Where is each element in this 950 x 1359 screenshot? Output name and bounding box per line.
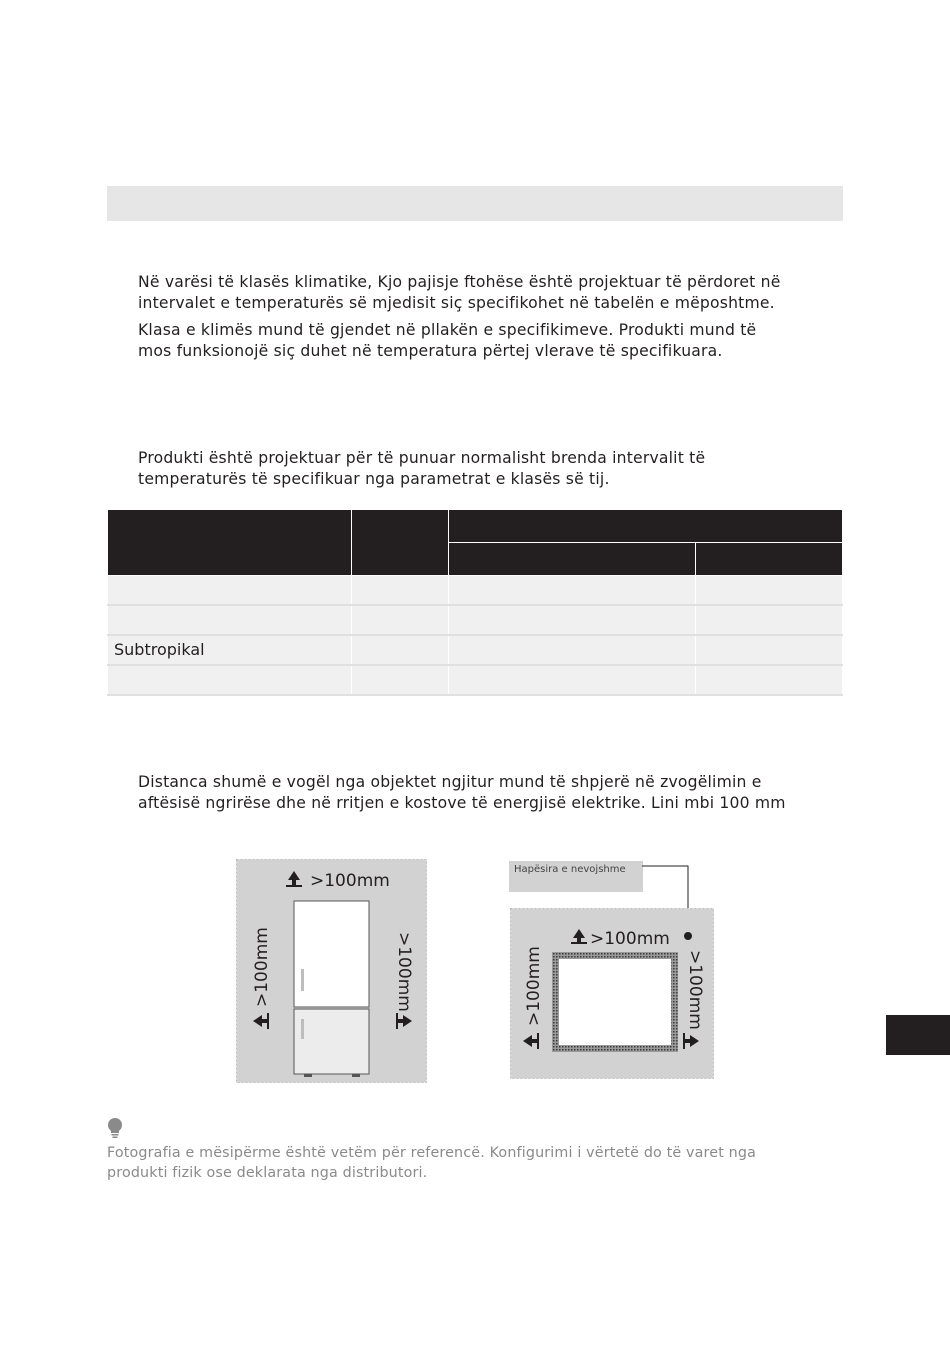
header-range-sub-1: [449, 542, 696, 575]
class-name-cell: Subtropikal: [108, 635, 352, 665]
spacing-line-1: Distanca shumë e vogël nga objektet ngjitur mund të shpjerë në zvogëlimin e: [138, 773, 762, 791]
range-cell: [696, 635, 843, 665]
fridge-lower-door: [294, 1009, 369, 1074]
fridge-foot: [352, 1074, 360, 1077]
intro-line-3: Klasa e klimës mund të gjendet në pllakën e specifikimeve. Produkti mund të: [138, 321, 757, 339]
range-cell: [696, 605, 843, 635]
table-row: [108, 635, 843, 665]
symbol-cell: [352, 665, 449, 695]
header-symbol: [352, 510, 449, 575]
climate-class-paragraph: [138, 448, 850, 490]
door-handle: [301, 1019, 304, 1039]
range-cell: [696, 575, 843, 605]
door-handle: [301, 969, 304, 991]
range-cell: [449, 605, 696, 635]
fridge-footprint: [559, 959, 671, 1045]
range-cell: [696, 665, 843, 695]
spacing-paragraph: [138, 772, 850, 814]
symbol-cell: [352, 605, 449, 635]
chapter-side-tab: [886, 1015, 950, 1055]
intro-paragraph: [138, 272, 850, 314]
intro-line-1: Në varësi të klasës klimatike, Kjo pajisje ftohëse është projektuar të përdoret në: [138, 273, 781, 291]
fridge-foot: [304, 1074, 312, 1077]
header-temperature-range: [449, 510, 843, 542]
climate-plate-paragraph: [138, 320, 850, 362]
class-name-cell: [108, 605, 352, 635]
front-clearance-diagram: [236, 859, 428, 1084]
range-cell: [449, 635, 696, 665]
callout-label: Hapësira e nevojshme: [514, 864, 626, 875]
table-row: [108, 665, 843, 695]
intro-line-2: intervalet e temperaturës së mjedisit siç specifikohet në tabelën e mëposhtme.: [138, 294, 775, 312]
lightbulb-icon: [106, 1117, 124, 1139]
range-cell: [449, 665, 696, 695]
intro-line-4: mos funksionojë siç duhet në temperatura përtej vlerave të specifikuara.: [138, 342, 723, 360]
front-top-label: >100mm: [310, 871, 390, 891]
section-header-bar: [107, 186, 843, 221]
fridge-illustration: [294, 901, 369, 1077]
note-text: [107, 1143, 827, 1183]
callout-dot: [684, 932, 692, 940]
header-range-sub-2: [696, 542, 843, 575]
symbol-cell: [352, 635, 449, 665]
note-line-1: Fotografia e mësipërme është vetëm për referencë. Konfigurimi i vërtetë do të varet nga: [107, 1145, 757, 1161]
table-row: [108, 605, 843, 635]
header-climate-class: [108, 510, 352, 575]
table-row: [108, 575, 843, 605]
top-clearance-diagram: [508, 860, 718, 1082]
top-top-label: >100mm: [590, 929, 670, 949]
top-left-label: >100mm: [524, 946, 544, 1026]
symbol-cell: [352, 575, 449, 605]
top-right-label: >100mm: [685, 950, 705, 1030]
fridge-upper-door: [294, 901, 369, 1007]
front-left-label: >100mm: [252, 927, 272, 1007]
climate-class-table: [107, 510, 843, 696]
front-right-label: >100mm: [394, 932, 414, 1012]
climate-line-2: temperaturës të specifikuar nga parametrat e klasës së tij.: [138, 470, 610, 488]
climate-line-1: Produkti është projektuar për të punuar normalisht brenda intervalit të: [138, 449, 706, 467]
spacing-line-2: aftësisë ngrirëse dhe në rritjen e kostove të energjisë elektrike. Lini mbi 100 mm: [138, 794, 786, 812]
class-name-cell: [108, 665, 352, 695]
note-line-2: produkti fizik ose deklarata nga distributori.: [107, 1165, 428, 1181]
class-name-cell: [108, 575, 352, 605]
range-cell: [449, 575, 696, 605]
